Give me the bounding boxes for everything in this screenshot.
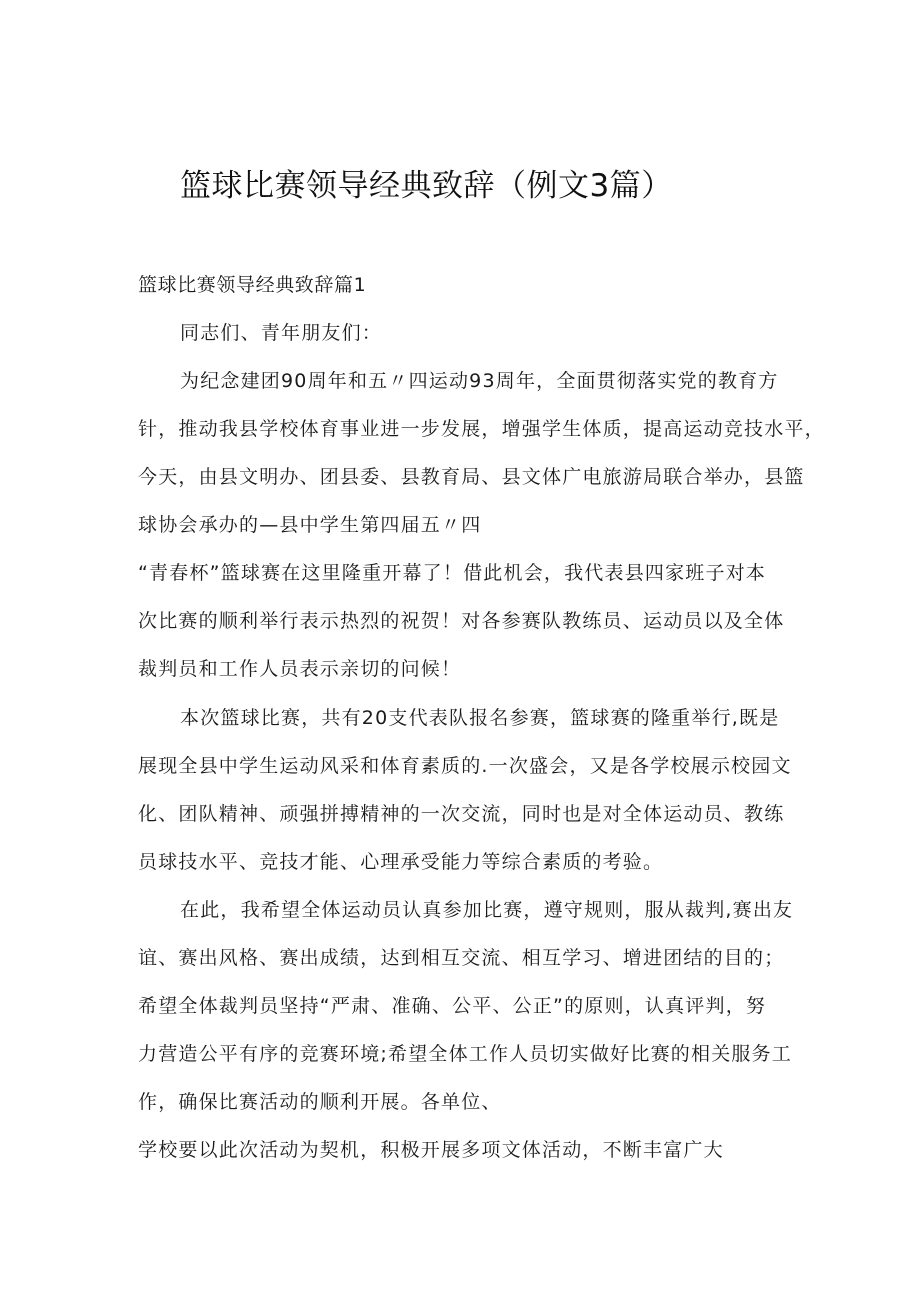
paragraph-line: 谊、赛出风格、赛出成绩，达到相互交流、相互学习、增进团结的目的； bbox=[138, 947, 785, 969]
section-heading: 篮球比赛领导经典致辞篇1 bbox=[138, 274, 367, 296]
paragraph-line: 次比赛的顺利举行表示热烈的祝贺！对各参赛队教练员、运动员以及全体 bbox=[138, 610, 785, 632]
paragraph-line: 希望全体裁判员坚持“严肃、准确、公平、公正”的原则，认真评判，努 bbox=[138, 995, 767, 1017]
salutation-line: 同志们、青年朋友们： bbox=[180, 322, 383, 344]
paragraph-line: 针，推动我县学校体育事业进一步发展，增强学生体质，提高运动竞技水平， bbox=[138, 418, 825, 440]
paragraph-line: 球协会承办的—县中学生第四届五〃四 bbox=[138, 514, 482, 536]
paragraph-line: 化、团队精神、顽强拼搏精神的一次交流，同时也是对全体运动员、教练 bbox=[138, 803, 785, 825]
paragraph-line: 作，确保比赛活动的顺利开展。各单位、 bbox=[138, 1091, 502, 1113]
paragraph-line: 展现全县中学生运动风采和体育素质的.一次盛会，又是各学校展示校园文 bbox=[138, 755, 792, 777]
paragraph-line: 在此，我希望全体运动员认真参加比赛，遵守规则，服从裁判,赛出友 bbox=[180, 899, 794, 921]
paragraph-line: 力营造公平有序的竞赛环境;希望全体工作人员切实做好比赛的相关服务工 bbox=[138, 1043, 793, 1065]
document-title: 篮球比赛领导经典致辞（例文3篇） bbox=[180, 168, 673, 204]
paragraph-line: 为纪念建团90周年和五〃四运动93周年，全面贯彻落实党的教育方 bbox=[180, 370, 779, 392]
paragraph-line: 裁判员和工作人员表示亲切的问候！ bbox=[138, 658, 462, 680]
paragraph-line: 今天，由县文明办、团县委、县教育局、县文体广电旅游局联合举办，县篮 bbox=[138, 466, 805, 488]
paragraph-line: “青春杯”篮球赛在这里隆重开幕了！借此机会，我代表县四家班子对本 bbox=[138, 562, 767, 584]
paragraph-line: 本次篮球比赛，共有20支代表队报名参赛，篮球赛的隆重举行,既是 bbox=[180, 707, 780, 729]
paragraph-line: 学校要以此次活动为契机，积极开展多项文体活动，不断丰富广大 bbox=[138, 1139, 724, 1161]
paragraph-line: 员球技水平、竞技才能、心理承受能力等综合素质的考验。 bbox=[138, 851, 664, 873]
